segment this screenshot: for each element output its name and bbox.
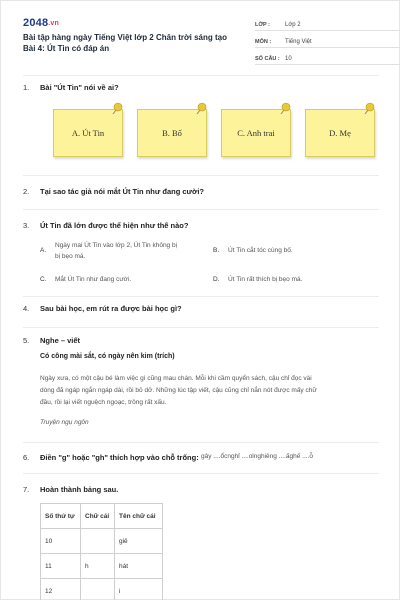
answer-note-b[interactable] (137, 109, 207, 157)
passage-title: Có công mài sắt, có ngày nên kim (trích) (40, 353, 175, 360)
question-number: 2. (23, 187, 30, 196)
table-cell-input[interactable] (81, 529, 115, 554)
question-text: Út Tin đã lớn được thể hiện như thế nào? (40, 221, 189, 230)
answer-notes (53, 109, 373, 159)
question-number: 4. (23, 304, 30, 313)
divider (23, 473, 379, 474)
note-label: B. Bố (162, 128, 182, 138)
table-cell: i (115, 579, 163, 600)
option-text: Ngày mai Út Tin vào lớp 2, Út Tin không bị (55, 242, 178, 249)
question-number: 7. (23, 485, 30, 494)
question-text: Bài "Út Tin" nói về ai? (40, 83, 119, 92)
note-label: C. Anh trai (237, 128, 275, 138)
meta-label: MÔN : (255, 39, 272, 45)
option-text: Mắt Út Tin như đang cười. (55, 276, 132, 283)
divider (23, 175, 379, 176)
table-cell-input[interactable] (81, 579, 115, 600)
table-cell: 10 (41, 529, 81, 554)
divider (23, 296, 379, 297)
alphabet-table (40, 503, 163, 600)
question-number: 6. (23, 453, 30, 462)
table-cell: giê (115, 529, 163, 554)
option-a[interactable] (40, 241, 210, 263)
option-d[interactable] (213, 275, 373, 287)
option-c[interactable] (40, 275, 210, 287)
meta-row-class (255, 17, 400, 31)
meta-label: LỚP : (255, 22, 270, 28)
table-header: Chữ cái (81, 504, 115, 529)
question-text: Điền "g" hoặc "gh" thích hợp vào chỗ trống: (40, 453, 199, 462)
divider (23, 75, 379, 76)
note-label: D. Mẹ (329, 128, 351, 138)
passage-line-1: Ngày xưa, có một cậu bé làm việc gì cũng mau chán. Mỗi khi cầm quyển sách, cậu chỉ đọc vài (40, 375, 312, 382)
table-row (41, 579, 163, 600)
option-key: C. (40, 276, 47, 283)
meta-label: SỐ CÂU : (255, 56, 280, 62)
question-number: 1. (23, 83, 30, 92)
question-text: Sau bài học, em rút ra được bài học gì? (40, 304, 182, 313)
pushpin-icon (278, 102, 292, 116)
passage-source: Truyện ngụ ngôn (40, 419, 89, 426)
question-text: Tại sao tác giả nói mắt Út Tin như đang cười? (40, 187, 204, 196)
option-text-cont: bị bẹo má. (55, 253, 86, 260)
meta-value: Lớp 2 (285, 22, 301, 28)
meta-value: 10 (285, 56, 292, 62)
question-text: Nghe – viết (40, 336, 81, 345)
question-number: 5. (23, 336, 30, 345)
blank-words: gây ....ổcnghỉ ....olnghiêng ....ấghế ....ỗ (201, 453, 314, 460)
answer-note-d[interactable] (305, 109, 375, 157)
option-text: Út Tin rất thích bị bẹo má. (228, 276, 303, 283)
page-title: Bài tập hàng ngày Tiếng Việt lớp 2 Chân trời sáng tạo Bài 4: Út Tin có đáp án (23, 33, 227, 53)
option-key: B. (213, 247, 220, 254)
table-cell-input[interactable]: hát (115, 554, 163, 579)
divider (23, 442, 379, 443)
divider (23, 209, 379, 210)
table-header: Số thứ tự (41, 504, 81, 529)
note-label: A. Út Tin (71, 128, 105, 138)
option-text: Út Tin cắt tóc cùng bố. (228, 247, 293, 254)
answer-note-a[interactable] (53, 109, 123, 157)
option-key: A. (40, 247, 47, 254)
table-cell: 12 (41, 579, 81, 600)
pushpin-icon (110, 102, 124, 116)
logo-main: 2048 (23, 17, 49, 29)
question-number: 3. (23, 221, 30, 230)
logo-suffix: .vn (48, 20, 59, 27)
table-row (41, 554, 163, 579)
question-text: Hoàn thành bảng sau. (40, 485, 119, 494)
table-cell: h (81, 554, 115, 579)
meta-panel (255, 17, 400, 68)
table-header-row (41, 504, 163, 529)
header (23, 17, 383, 69)
option-key: D. (213, 276, 220, 283)
option-b[interactable] (213, 246, 373, 258)
answer-note-c[interactable] (221, 109, 291, 157)
pushpin-icon (194, 102, 208, 116)
table-header: Tên chữ cái (115, 504, 163, 529)
meta-row-subject (255, 34, 400, 48)
passage-line-2: dòng đã ngáp ngắn ngáp dài, rồi bỏ dở. Những lúc tập viết, cậu cũng chỉ nắn nót được mấy chữ (40, 387, 317, 394)
table-cell: 11 (41, 554, 81, 579)
passage-line-3: đầu, rồi lại viết nguệch ngoạc, trông rất xấu. (40, 399, 167, 406)
table-row (41, 529, 163, 554)
logo[interactable] (23, 17, 59, 29)
meta-row-count (255, 51, 400, 65)
meta-value: Tiếng Việt (285, 39, 312, 45)
pushpin-icon (362, 102, 376, 116)
divider (23, 327, 379, 328)
